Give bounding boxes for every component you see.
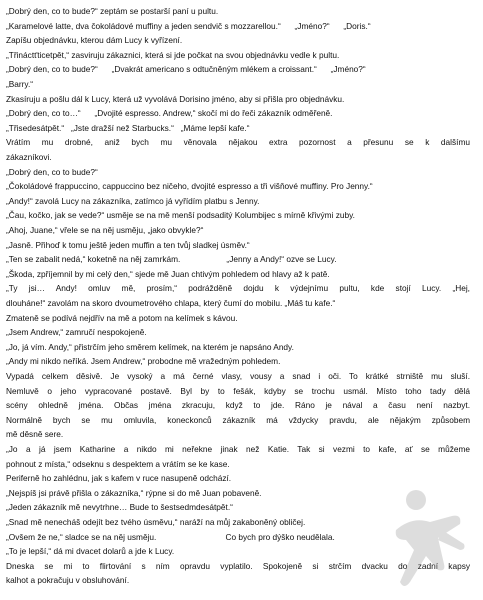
text-line: „Barry.“ (6, 79, 34, 89)
text-line: „Nejspíš jsi právě přišla o zákazníka,“ rýpne si do mě Juan pobaveně. (6, 487, 262, 498)
text-line: „Třináctťticetpět,“ zasviruju zákaznici, která si jde počkat na svou objednávku vedle k pultu. (6, 49, 340, 60)
text-line: „Čokoládové frappuccino, cappuccino bez ničeho, dvojité espresso a tři višňové muffiny. Pro Jenny.“ (6, 181, 373, 192)
text-line: mě děsně sere. (6, 429, 64, 440)
text-line: „Jeden zákazník mě nevytrhne… Bude to šestsedmdesátpět.“ (6, 502, 233, 513)
text-line: kalhot a pokračuju v obsluhování. (6, 575, 130, 586)
text-line: Periferně ho zahlédnu, jak s kafem v ruce nasupeně odchází. (6, 473, 232, 484)
text-line: dlouháne!“ zavolám na skoro dvoumetrového chlapa, který čumí do mobilu. „Máš tu kafe.“ (6, 298, 336, 308)
text-line: „Jasně. Přihoď k tomu ještě jeden muffin a ten tvůj sladkej úsměv.“ (6, 239, 250, 250)
text-line: Zapíšu objednávku, kterou dám Lucy k vyřízení. (6, 35, 183, 46)
text-line: „Snad mě nenecháš odejít bez tvého úsměvu,“ naráží na můj zakaboněný obličej. (6, 517, 306, 527)
text-line: Vrátím mu drobné, aniž bych mu věnovala nějakou extra pozornost a přesunu se k dalšímu (6, 137, 470, 148)
text-line: „Ten se zabalit nedá,“ koketně na něj zamrkám. „Jenny a Andy!“ ozve se Lucy. (6, 254, 337, 265)
text-line: „Karamelové latte, dva čokoládové muffiny a jeden sendvič s mozzarellou.“ „Jméno?“ „Doris.“ (6, 20, 371, 31)
text-line: Dneska se mi to flirtování s ním opravdu vyplatilo. Spokojeně si strčím dvacku do zadní kapsy (6, 560, 470, 571)
text-line: Normálně bych se mu omluvila, koneckonců zákazník má vždycky pravdu, ale nějakým způsobem (6, 414, 470, 425)
text-line: Nemluvě o jeho vypracované postavě. Byl by to fešák, kdyby se trochu usmál. Místo toho tady dělá (6, 385, 470, 396)
text-line: pohnout z místa,“ odseknu s despektem a vrátím se ke kase. (6, 458, 230, 469)
text-line: „To je lepší,“ dá mi dvacet dolarů a jde k Lucy. (6, 546, 175, 557)
text-line: Zkasíruju a pošlu dál k Lucy, která už vyvolává Dorisino jméno, aby si přišla pro objednávku. (6, 93, 345, 104)
text-line: Vypadá celkem děsivě. Je vysoký a má černé vlasy, vousy a snad i oči. To krátké strniště mu sluší. (6, 371, 470, 381)
text-line: „Jo, já vím. Andy,“ přistrčím jeho směrem kelímek, na kterém je napsáno Andy. (6, 341, 294, 352)
text-line: „Andy mi nikdo neříká. Jsem Andrew,“ probodne mě vražedným pohledem. (6, 356, 281, 367)
text-line: „Dobrý den, co to…“ „Dvojité espresso. Andrew,“ skočí mi do řeči zákazník odměřeně. (6, 108, 333, 119)
text-line: „Ovšem že ne,“ sladce se na něj usměju. Co bych pro dýško neudělala. (6, 531, 335, 542)
watermark-figure-icon (386, 486, 466, 594)
text-line: „Dobrý den, co to bude?“ zeptám se postarší paní u pultu. (6, 6, 219, 16)
text-line: „Čau, kočko, jak se vede?“ usměje se na mě menší podsaditý Kolumbijec s mírně křivými zuby. (6, 210, 355, 221)
text-line: Zmateně se podívá nejdřív na mě a potom na kelímek s kávou. (6, 312, 238, 323)
text-line: „Ahoj, Juane,“ vřele se na něj usměju, „jako obvykle?“ (6, 225, 204, 235)
text-line: „Třisedesátpět.“ „Jste dražší než Starbucks.“ „Máme lepší kafe.“ (6, 122, 250, 133)
text-line: „Dobrý den, co to bude?“ „Dvakrát americano s odtučněným mlékem a croissant.“ „Jméno?“ (6, 64, 366, 75)
text-line: scény ohledně jména. Občas jména zkracuju, když to jde. Ráno je nával a času není nazbyt. (6, 400, 470, 411)
text-line: zákazníkovi. (6, 152, 52, 162)
text-line: „Andy!“ zavolá Lucy na zákazníka, zatímco já vyřídím platbu s Jenny. (6, 195, 260, 206)
text-line: „Jo a já jsem Katharine a nikdo mi neřekne jinak než Katie. Tak si vezmi to kafe, ať se můžeme (6, 444, 470, 454)
text-line: „Jsem Andrew,“ zamručí nespokojeně. (6, 327, 147, 338)
text-line: „Škoda, zpříjemnil by mi celý den,“ sjede mě Juan chtivým pohledem od hlavy až k patě. (6, 268, 330, 279)
text-line: „Dobrý den, co to bude?“ (6, 166, 98, 177)
text-line: „Ty jsi… Andy! omluv mě, prosím,“ podrážděně dojdu k výdejnímu pultu, kde stojí Lucy. „Hej, (6, 283, 470, 294)
